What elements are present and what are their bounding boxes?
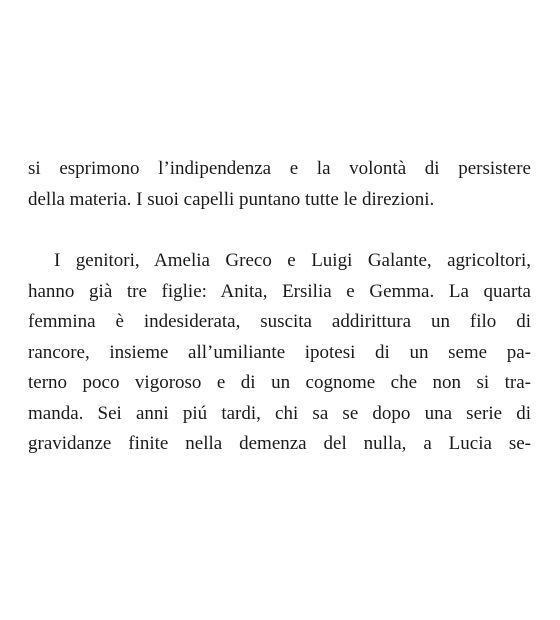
text-line: I genitori, Amelia Greco e Luigi Galante, agricoltori, xyxy=(54,250,531,271)
paragraph-1 xyxy=(28,154,531,215)
text-line: terno poco vigoroso e di un cognome che non si tra- xyxy=(28,372,531,393)
text-line: femmina è indesiderata, suscita addirittura un filo di xyxy=(28,311,531,332)
text-line: della materia. I suoi capelli puntano tutte le direzioni. xyxy=(28,188,435,210)
text-line: gravidanze finite nella demenza del nulla, a Lucia se- xyxy=(28,433,531,454)
paragraph-2 xyxy=(28,246,531,460)
text-line: si esprimono l’indipendenza e la volontà di persistere xyxy=(28,158,531,179)
text-line: hanno già tre figlie: Anita, Ersilia e Gemma. La quarta xyxy=(28,280,531,302)
text-line: manda. Sei anni piú tardi, chi sa se dopo una serie di xyxy=(28,402,531,424)
text-line: rancore, insieme all’umiliante ipotesi di un seme pa- xyxy=(28,341,531,363)
